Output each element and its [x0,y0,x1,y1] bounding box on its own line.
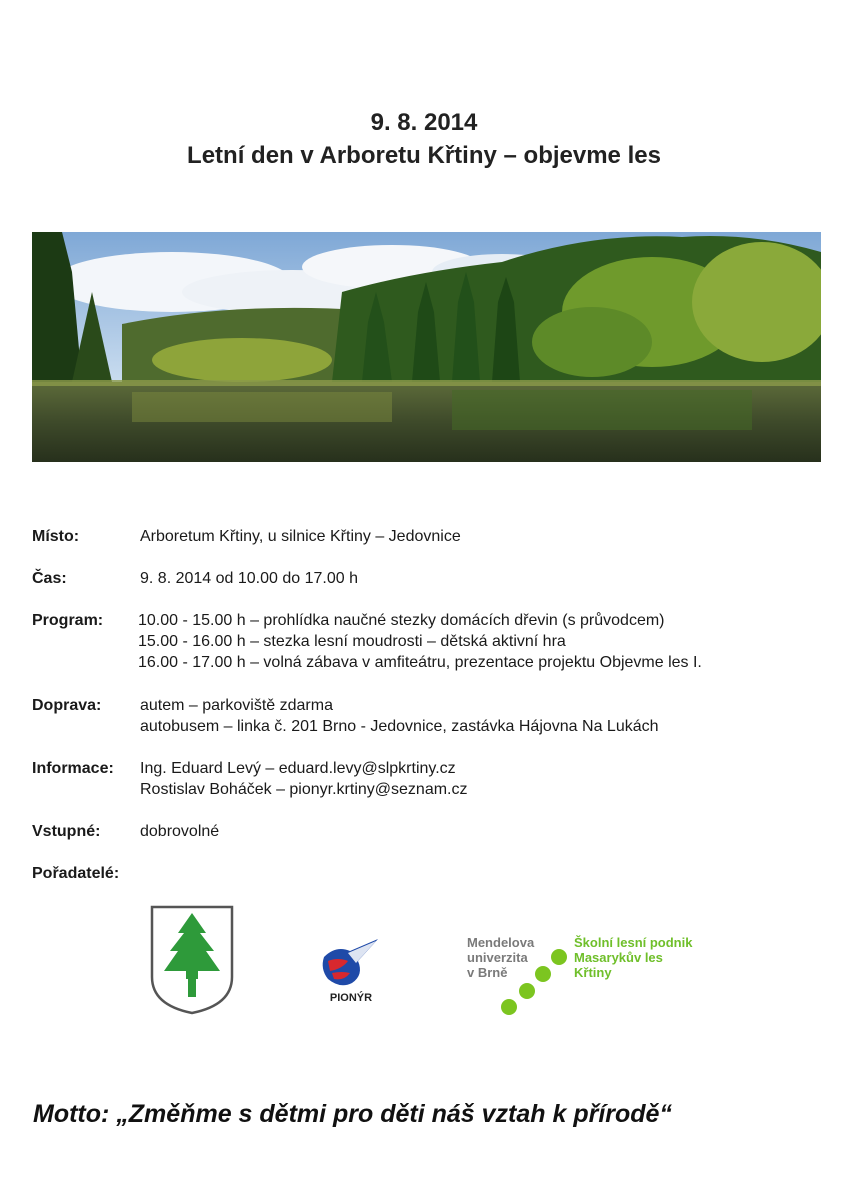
event-title: Letní den v Arboretu Křtiny – objevme les [187,142,661,169]
mendel-dot-icon [535,966,551,982]
mendel-university-name-line: univerzita [467,950,528,965]
transport-line: autem – parkoviště zdarma [140,697,333,714]
lake-forest-photo [32,232,821,462]
admission-label: Vstupné: [32,823,101,840]
transport-line: autobusem – linka č. 201 Brno - Jedovnice, zastávka Hájovna Na Lukách [140,718,659,735]
mendel-university-name-line: v Brně [467,965,508,980]
transport-label: Doprava: [32,697,102,714]
info-contact: Ing. Eduard Levý – eduard.levy@slpkrtiny.cz [140,760,456,777]
program-label: Program: [32,612,104,629]
mendel-university-name [467,935,534,980]
header [0,106,848,172]
info-list [140,758,467,800]
mendel-university-logo [467,935,727,1025]
pionyr-logo-text: PIONÝR [329,992,373,1004]
mendel-dot-icon [501,999,517,1015]
school-forest-enterprise-name [574,935,692,980]
transport-list [140,695,659,737]
mendel-dot-icon [519,983,535,999]
program-line: 15.00 - 16.00 h – stezka lesní moudrosti – dětská aktivní hra [138,633,566,650]
school-forest-enterprise-line: Křtiny [574,965,612,980]
motto: Motto: „Změňme s dětmi pro děti náš vztah k přírodě“ [33,1100,672,1128]
location-value: Arboretum Křtiny, u silnice Křtiny – Jedovnice [140,528,461,545]
time-value: 9. 8. 2014 od 10.00 do 17.00 h [140,570,358,587]
event-date: 9. 8. 2014 [370,109,478,136]
mendel-university-name-line: Mendelova [467,935,535,950]
location-label: Místo: [32,528,80,545]
info-contact: Rostislav Boháček – pionyr.krtiny@seznam.cz [140,781,468,798]
time-label: Čas: [32,570,67,587]
program-list [138,610,702,673]
organizers-label: Pořadatelé: [32,865,120,882]
school-forest-enterprise-line: Masarykův les [574,950,663,965]
pionyr-logo [318,935,384,1005]
admission-value: dobrovolné [140,823,220,840]
tree-emblem-logo [150,905,234,1015]
mendel-dot-icon [551,949,567,965]
school-forest-enterprise-line: Školní lesní podnik [574,935,693,950]
info-label: Informace: [32,760,114,777]
program-line: 16.00 - 17.00 h – volná zábava v amfiteátru, prezentace projektu Objevme les I. [138,654,702,671]
program-line: 10.00 - 15.00 h – prohlídka naučné stezky domácích dřevin (s průvodcem) [138,612,665,629]
